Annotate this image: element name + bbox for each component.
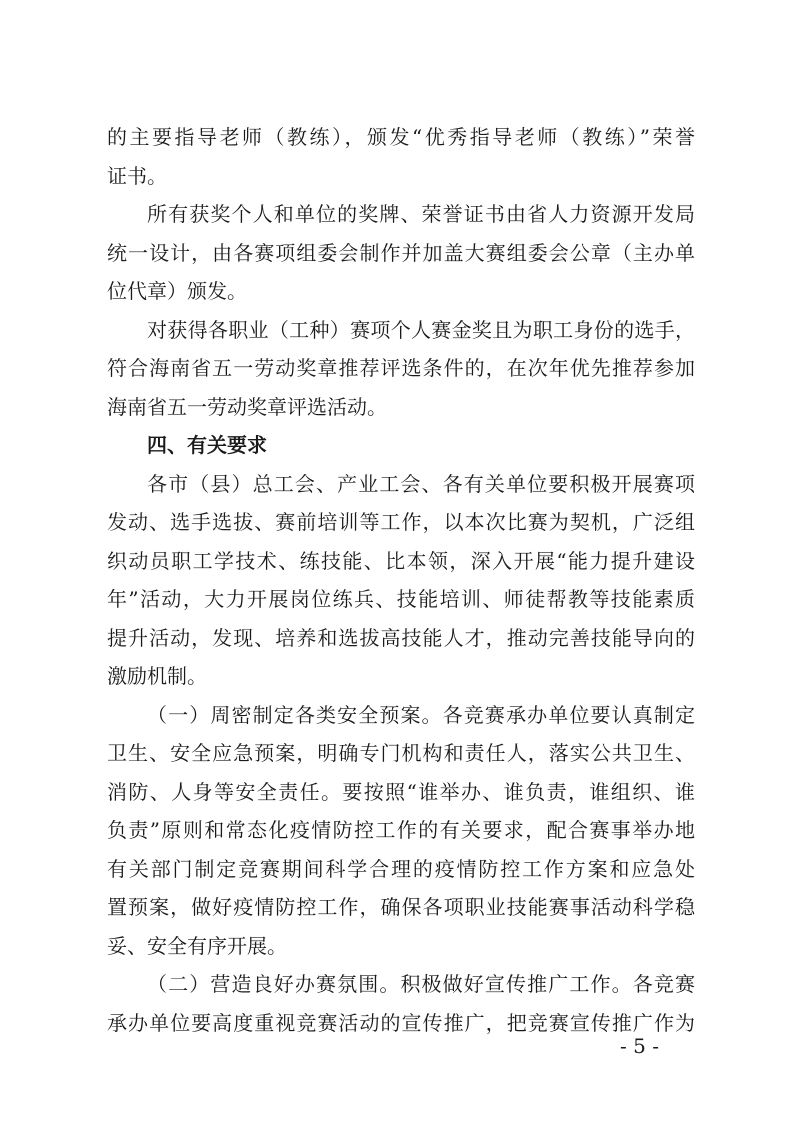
text-line: 织动员职工学技术、练技能、比本领，深入开展“能力提升建设 [107,548,695,573]
text-line: 激励机制。 [107,664,207,688]
text-line: 年”活动，大力开展岗位练兵、技能培训、师徒帮教等技能素质 [107,587,695,611]
text-line: 发动、选手选拔、赛前培训等工作，以本次比赛为契机，广泛组 [107,510,695,534]
text-line: 有关部门制定竞赛期间科学合理的疫情防控工作方案和应急处 [107,856,695,881]
text-line: 承办单位要高度重视竞赛活动的宣传推广，把竞赛宣传推广作为 [107,1010,695,1035]
text-line: 负责”原则和常态化疫情防控工作的有关要求，配合赛事举办地 [107,818,695,842]
text-line: （一）周密制定各类安全预案。各竞赛承办单位要认真制定 [147,702,695,727]
section-heading: 四、有关要求 [147,433,267,457]
document-body [107,118,695,1042]
text-line: （二）营造良好办赛氛围。积极做好宣传推广工作。各竞赛 [147,972,695,996]
text-line: 对获得各职业（工种）赛项个人赛金奖且为职工身份的选手， [147,317,695,342]
text-line: 所有获奖个人和单位的奖牌、荣誉证书由省人力资源开发局 [147,202,695,226]
text-line: 置预案，做好疫情防控工作，确保各项职业技能赛事活动科学稳 [107,895,695,919]
text-line: 卫生、安全应急预案，明确专门机构和责任人，落实公共卫生、 [107,741,695,765]
text-line: 的主要指导老师（教练），颁发“优秀指导老师（教练）”荣誉 [107,125,695,149]
text-line: 统一设计，由各赛项组委会制作并加盖大赛组委会公章（主办单 [107,240,695,265]
text-line: 妥、安全有序开展。 [107,933,287,958]
text-line: 海南省五一劳动奖章评选活动。 [107,394,387,419]
text-line: 各市（县）总工会、产业工会、各有关单位要积极开展赛项 [147,471,695,496]
text-line: 符合海南省五一劳动奖章推荐评选条件的，在次年优先推荐参加 [107,356,695,380]
text-line: 证书。 [107,163,167,188]
text-line: 消防、人身等安全责任。要按照“谁举办、谁负责，谁组织、谁 [107,779,695,804]
text-line: 提升活动，发现、培养和选拔高技能人才，推动完善技能导向的 [107,625,695,650]
page-number: - 5 - [620,1034,659,1058]
text-line: 位代章）颁发。 [107,279,247,303]
